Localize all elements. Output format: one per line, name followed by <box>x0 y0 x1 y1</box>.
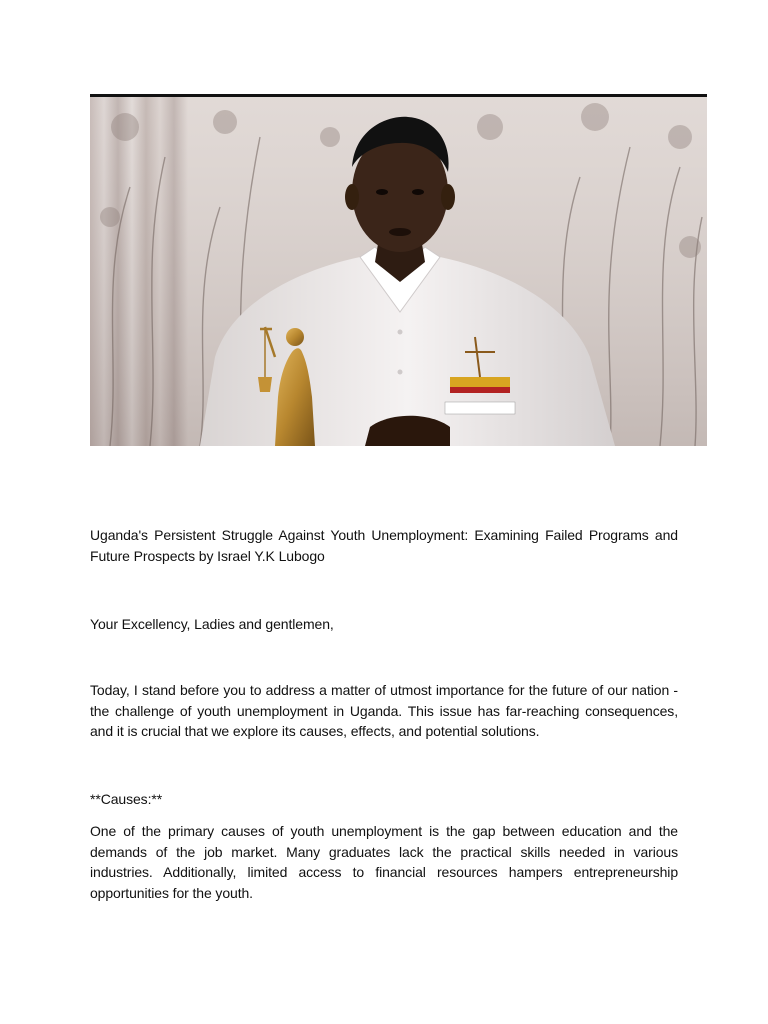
portrait-photo <box>90 94 707 446</box>
salutation-paragraph: Your Excellency, Ladies and gentlemen, <box>90 616 334 632</box>
article-title: Uganda's Persistent Struggle Against Youth Unemployment: Examining Failed Programs and Future Prospects by Israel Y.K Lubogo <box>90 527 678 564</box>
intro-paragraph: Today, I stand before you to address a matter of utmost importance for the future of our nation - the challenge of youth unemployment in Uganda. This issue has far-reaching consequences, and it is crucial that we explore its causes, effects, and potential solutions. <box>90 682 678 739</box>
portrait-illustration <box>90 97 707 446</box>
causes-heading: **Causes:** <box>90 791 163 807</box>
causes-paragraph: One of the primary causes of youth unemployment is the gap between education and the demands of the job market. Many graduates lack the practical skills needed in various industries. Additionally, limited access to financial resources hampers entrepreneurship opportunities for the youth. <box>90 823 678 901</box>
